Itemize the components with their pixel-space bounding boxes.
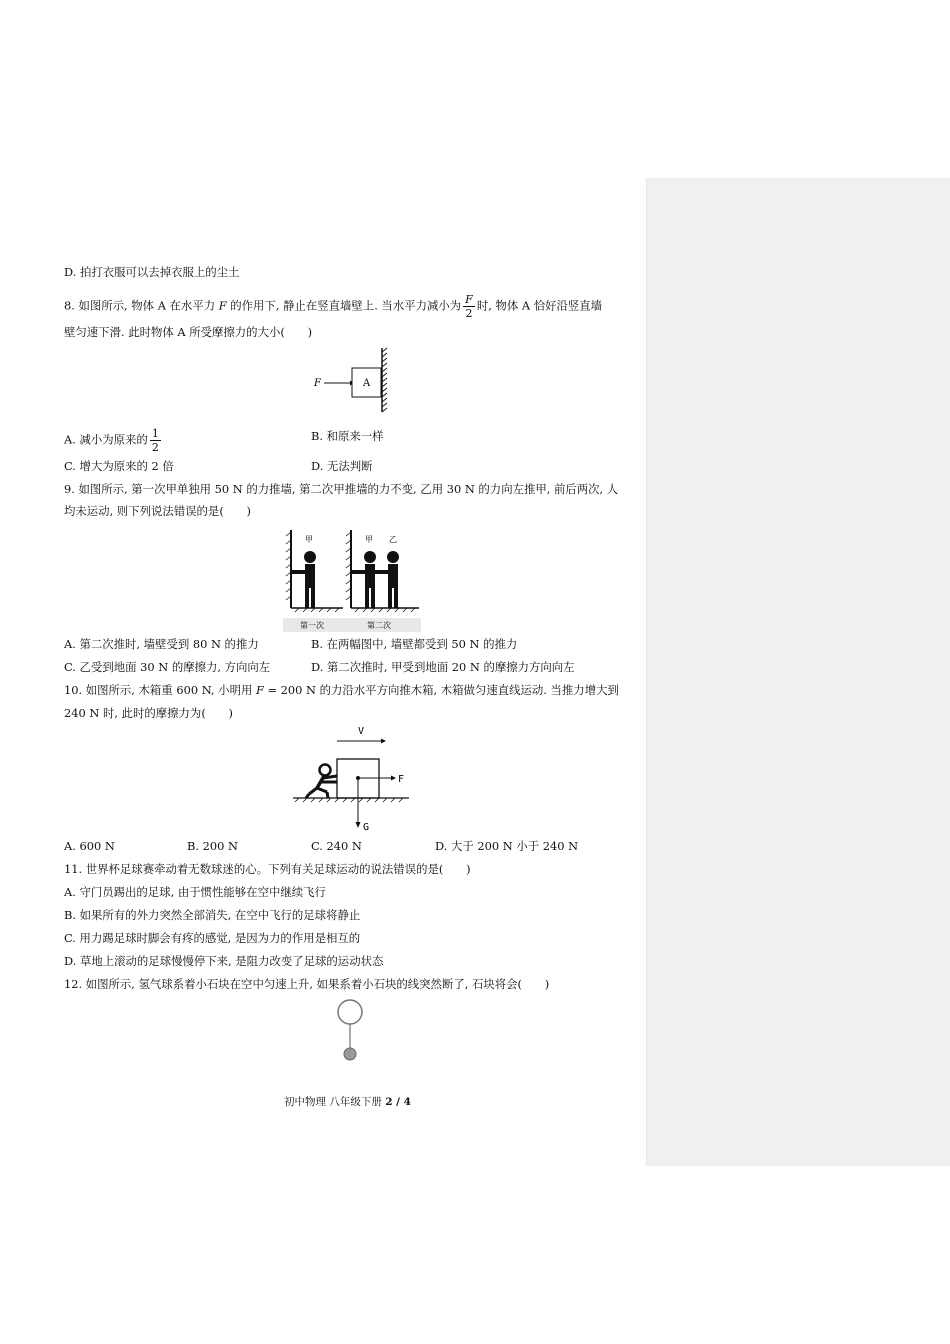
q8-line1: 8. 如图所示, 物体 A 在水平力 F 的作用下, 静止在竖直墙壁上. 当水平力减小为 $\frac{F}{2}$ 时, 物体 A 恰好沿竖直墙 <box>64 293 603 320</box>
fig8-force-label: F <box>314 378 321 389</box>
q8-option-c: C. 增大为原来的 2 倍 <box>64 459 174 473</box>
page-footer: 初中物理 八年级下册 2 / 4 <box>284 1096 411 1108</box>
q8-option-a: A. 减小为原来的 $\frac{1}{2}$ <box>64 427 159 454</box>
q11-option-d: D. 草地上滚动的足球慢慢停下来, 是阻力改变了足球的运动状态 <box>64 954 384 968</box>
q8-line2: 壁匀速下滑. 此时物体 A 所受摩擦力的大小( ) <box>64 325 313 339</box>
fig9-caption2: 第二次 <box>367 621 391 630</box>
q12-stem: 12. 如图所示, 氢气球系着小石块在空中匀速上升, 如果系着小石块的线突然断了, 石块将会( ) <box>64 977 550 991</box>
q10-option-c: C. 240 N <box>311 839 362 853</box>
q9-option-c: C. 乙受到地面 30 N 的摩擦力, 方向向左 <box>64 660 271 674</box>
fig9-caption1: 第一次 <box>300 621 324 630</box>
q9-option-d: D. 第二次推时, 甲受到地面 20 N 的摩擦力方向向左 <box>311 660 575 674</box>
q12-figure <box>334 998 368 1066</box>
fig10-f-label: F <box>398 774 405 785</box>
q10-line1: 10. 如图所示, 木箱重 600 N, 小明用 F = 200 N 的力沿水平方向推木箱, 木箱做匀速直线运动. 当推力增大到 <box>64 683 619 697</box>
q11-option-b: B. 如果所有的外力突然全部消失, 在空中飞行的足球将静止 <box>64 908 361 922</box>
q10-option-d: D. 大于 200 N 小于 240 N <box>435 839 579 853</box>
q8-option-b: B. 和原来一样 <box>311 429 384 443</box>
fig10-v-label: V <box>358 726 365 737</box>
q11-stem: 11. 世界杯足球赛牵动着无数球迷的心。下列有关足球运动的说法错误的是( ) <box>64 862 471 876</box>
q9-figure <box>283 526 421 632</box>
q9-option-a: A. 第二次推时, 墙壁受到 80 N 的推力 <box>64 637 259 651</box>
fig8-block-label: A <box>363 378 371 389</box>
fig9-label-jia2: 甲 <box>365 535 373 544</box>
q10-figure <box>291 722 411 834</box>
q8-optA-fraction: $\frac{1}{2}$ <box>151 427 159 454</box>
q7-option-d: D. 拍打衣服可以去掉衣服上的尘土 <box>64 265 240 279</box>
q9-option-b: B. 在两幅图中, 墙壁都受到 50 N 的推力 <box>311 637 518 651</box>
q10-line2: 240 N 时, 此时的摩擦力为( ) <box>64 706 233 720</box>
comment-pane <box>646 178 950 1166</box>
q9-line1: 9. 如图所示, 第一次甲单独用 50 N 的力推墙, 第二次甲推墙的力不变, 乙用 30 N 的力向左推甲, 前后两次, 人 <box>64 482 619 496</box>
q11-option-c: C. 用力踢足球时脚会有疼的感觉, 是因为力的作用是相互的 <box>64 931 361 945</box>
q8-figure <box>310 346 390 414</box>
q10-option-a: A. 600 N <box>64 839 115 853</box>
fig9-label-jia1: 甲 <box>305 535 313 544</box>
q11-option-a: A. 守门员踢出的足球, 由于惯性能够在空中继续飞行 <box>64 885 326 899</box>
page-number: 2 / 4 <box>385 1096 411 1108</box>
fig9-label-yi: 乙 <box>389 535 397 544</box>
q10-option-b: B. 200 N <box>187 839 238 853</box>
fig10-g-label: G <box>363 822 370 833</box>
q8-option-d: D. 无法判断 <box>311 459 373 473</box>
q9-line2: 均未运动, 则下列说法错误的是( ) <box>64 504 251 518</box>
q8-fraction: $\frac{F}{2}$ <box>465 293 473 320</box>
